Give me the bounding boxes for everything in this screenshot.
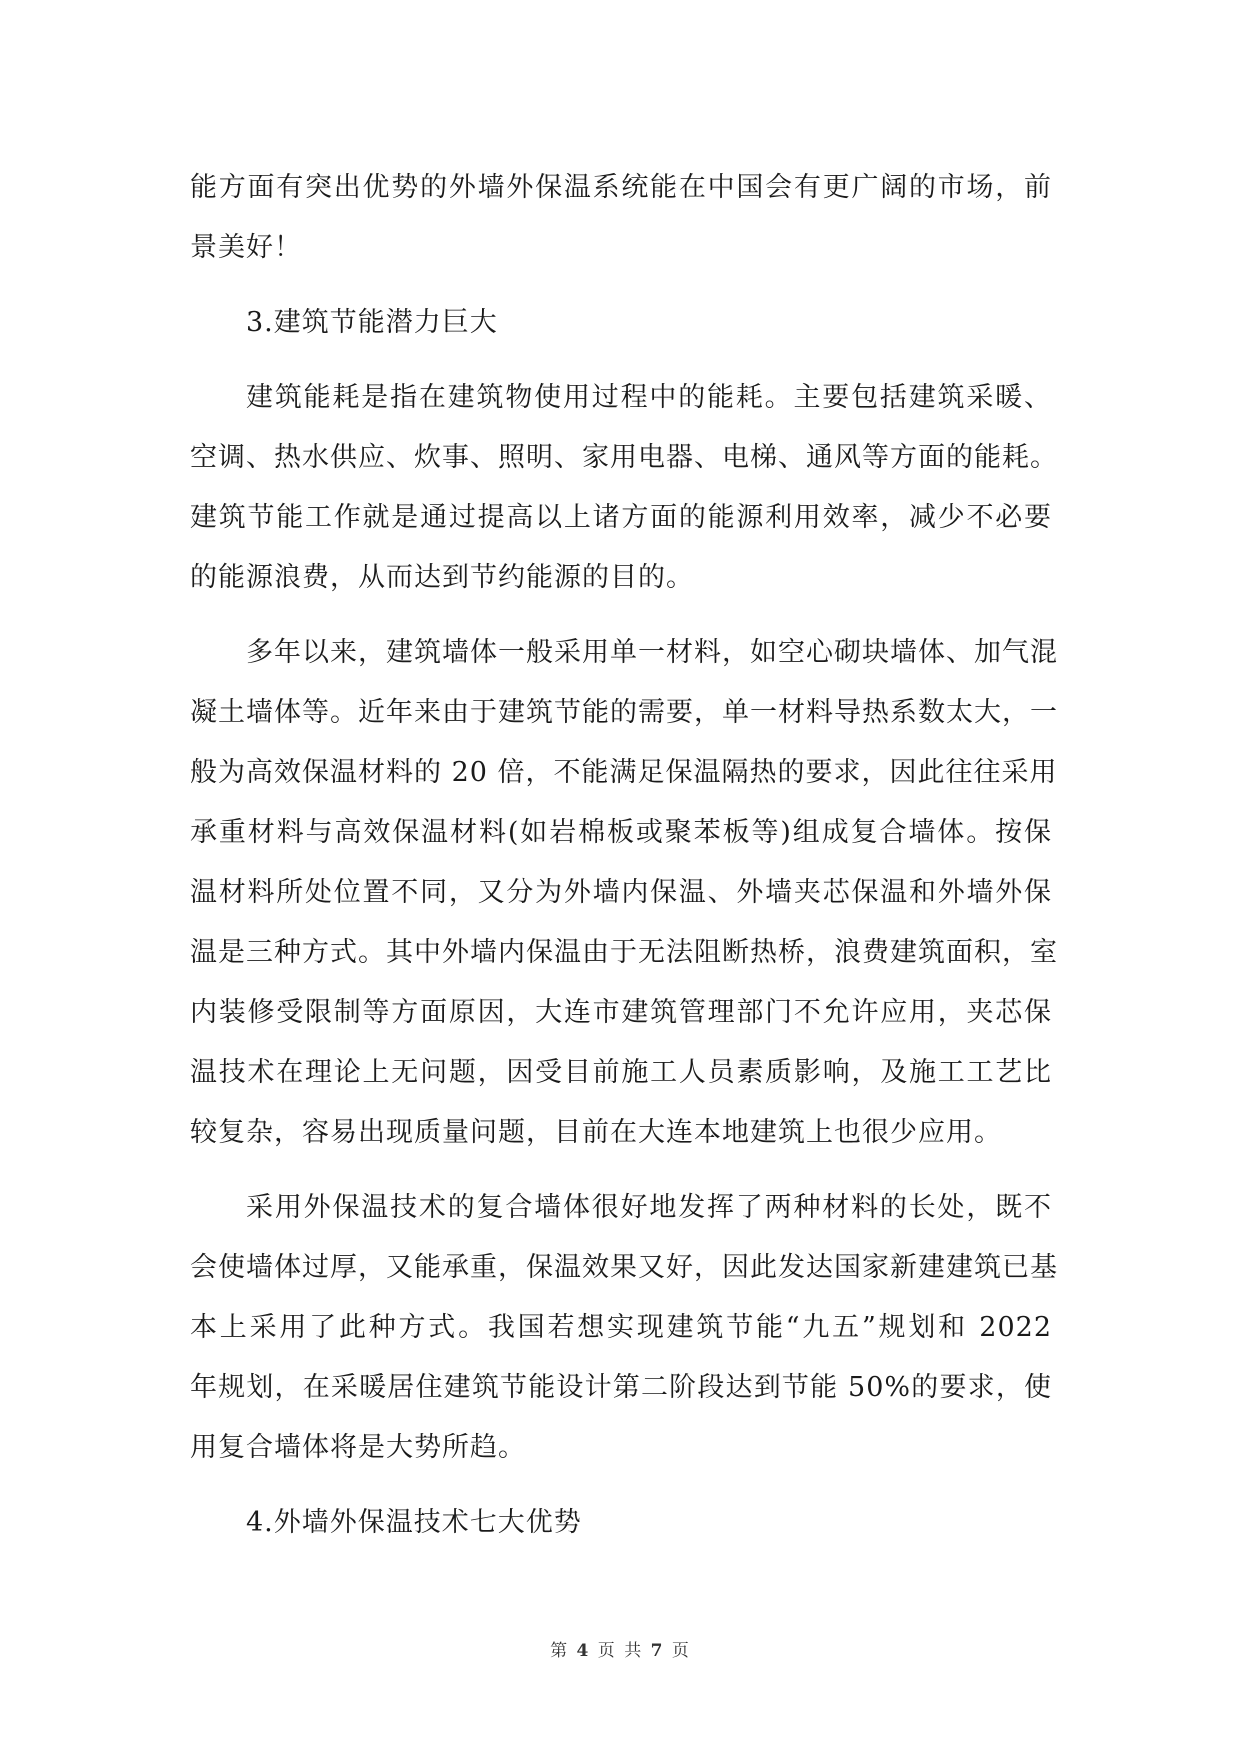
body-text-line: 温材料所处位置不同，又分为外墙内保温、外墙夹芯保温和外墙外保 (190, 877, 1052, 908)
body-text-line: 般为高效保温材料的 20 倍，不能满足保温隔热的要求，因此往往采用 (190, 757, 1058, 788)
body-text-line: 能方面有突出优势的外墙外保温系统能在中国会有更广阔的市场，前 (190, 172, 1052, 203)
section-heading: 3.建筑节能潜力巨大 (246, 307, 498, 338)
body-text-line: 本上采用了此种方式。我国若想实现建筑节能“九五”规划和 2022 (190, 1312, 1052, 1343)
page-footer (0, 1636, 1241, 1661)
body-text-line: 景美好！ (190, 232, 302, 263)
body-text-line: 多年以来，建筑墙体一般采用单一材料，如空心砌块墙体、加气混 (246, 637, 1058, 668)
section-heading: 4.外墙外保温技术七大优势 (246, 1507, 582, 1538)
document-body (190, 158, 1058, 1553)
footer-suffix: 页 (671, 1641, 691, 1661)
body-text-line: 空调、热水供应、炊事、照明、家用电器、电梯、通风等方面的能耗。 (190, 442, 1058, 473)
body-text-line: 温技术在理论上无问题，因受目前施工人员素质影响，及施工工艺比 (190, 1057, 1052, 1088)
footer-middle: 页 共 (597, 1641, 644, 1661)
current-page-number: 4 (576, 1641, 591, 1661)
body-text-line: 凝土墙体等。近年来由于建筑节能的需要，单一材料导热系数太大，一 (190, 697, 1058, 728)
body-text-line: 的能源浪费，从而达到节约能源的目的。 (190, 562, 694, 593)
body-text-line: 建筑节能工作就是通过提高以上诸方面的能源利用效率，减少不必要 (190, 502, 1052, 533)
body-text-line: 采用外保温技术的复合墙体很好地发挥了两种材料的长处，既不 (246, 1192, 1052, 1223)
body-text-line: 建筑能耗是指在建筑物使用过程中的能耗。主要包括建筑采暖、 (246, 382, 1052, 413)
body-text-line: 较复杂，容易出现质量问题，目前在大连本地建筑上也很少应用。 (190, 1117, 1002, 1148)
body-text-line: 会使墙体过厚，又能承重，保温效果又好，因此发达国家新建建筑已基 (190, 1252, 1058, 1283)
total-page-number: 7 (650, 1641, 665, 1661)
body-text-line: 内装修受限制等方面原因，大连市建筑管理部门不允许应用，夹芯保 (190, 997, 1052, 1028)
body-text-line: 用复合墙体将是大势所趋。 (190, 1432, 526, 1463)
body-text-line: 年规划，在采暖居住建筑节能设计第二阶段达到节能 50%的要求，使 (190, 1372, 1052, 1403)
body-text-line: 承重材料与高效保温材料(如岩棉板或聚苯板等)组成复合墙体。按保 (190, 817, 1052, 848)
footer-prefix: 第 (550, 1641, 570, 1661)
body-text-line: 温是三种方式。其中外墙内保温由于无法阻断热桥，浪费建筑面积，室 (190, 937, 1058, 968)
